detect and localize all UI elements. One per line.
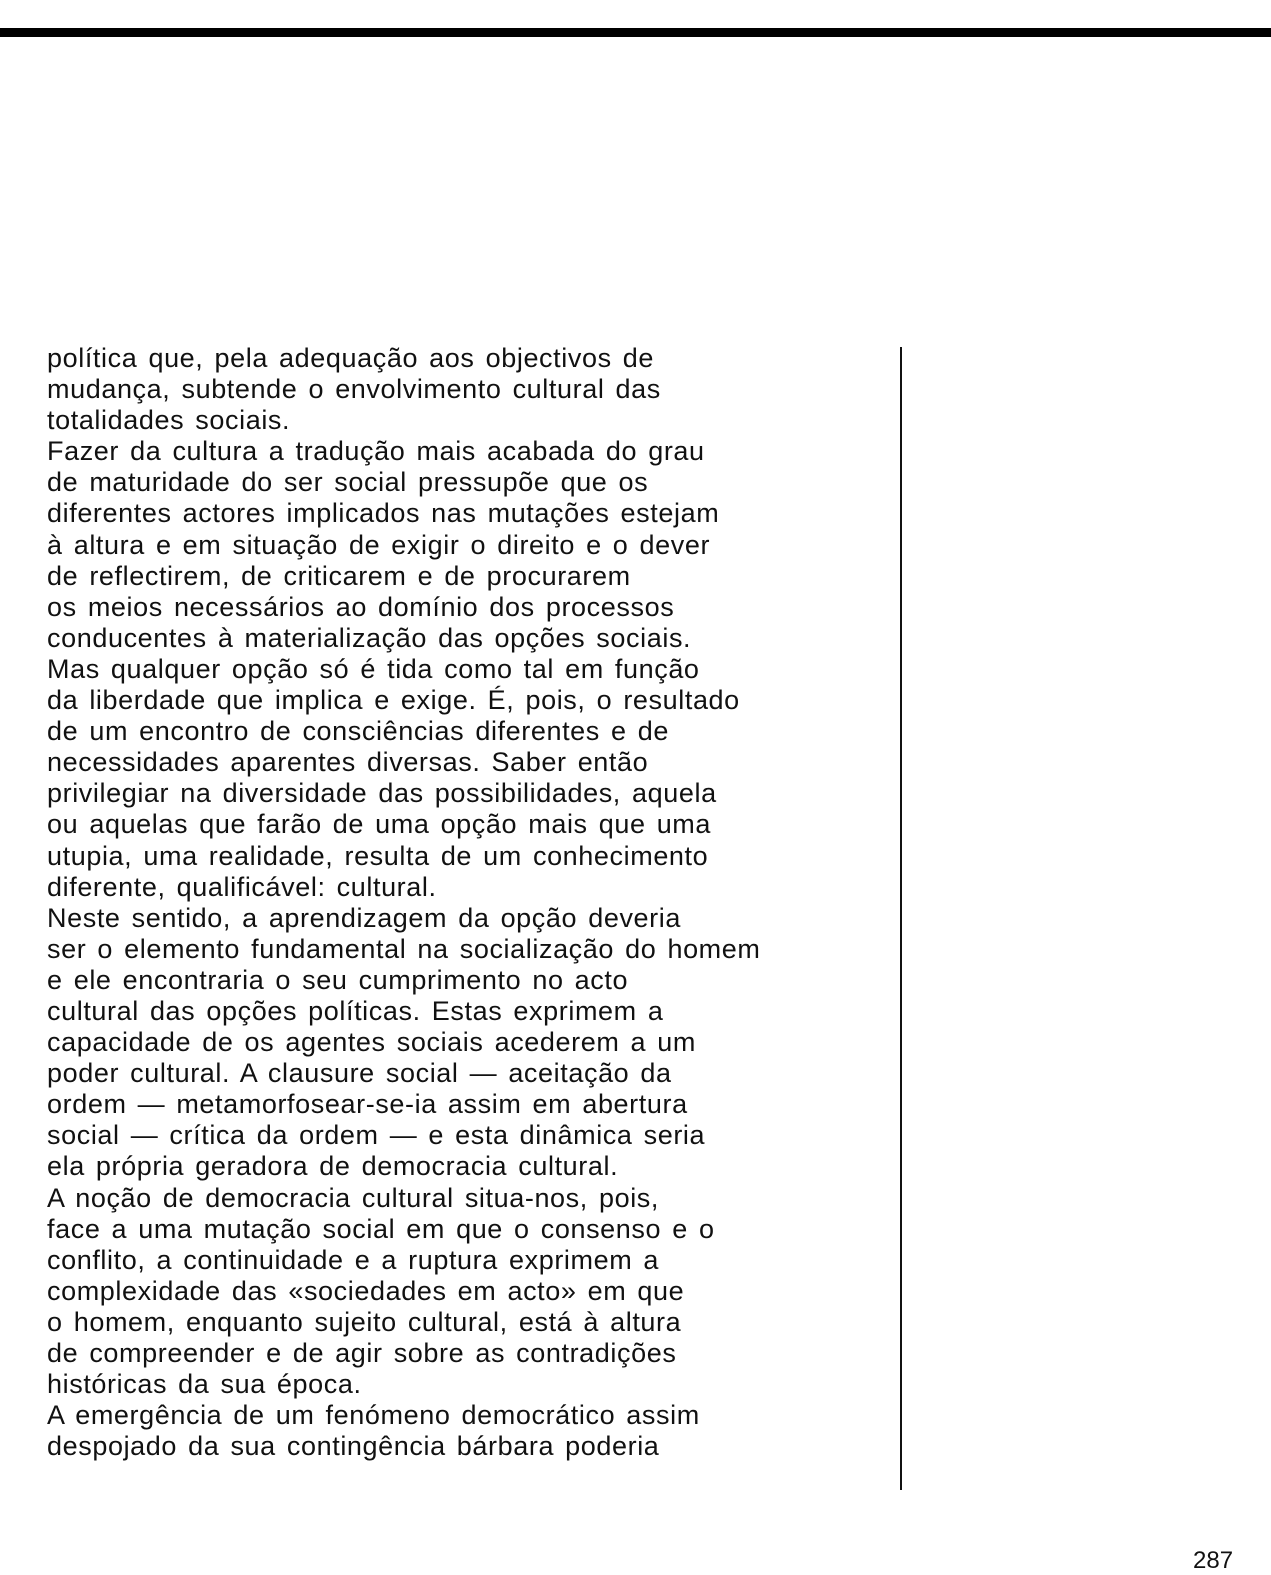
text-line: históricas da sua época. (47, 1369, 362, 1400)
text-line: A emergência de um fenómeno democrático assim (47, 1400, 700, 1431)
text-line: o homem, enquanto sujeito cultural, está à altura (47, 1306, 682, 1337)
text-line: Neste sentido, a aprendizagem da opção deveria (47, 902, 681, 933)
text-line: política que, pela adequação aos objectivos de (47, 343, 655, 373)
text-line: à altura e em situação de exigir o direito e o dever (47, 529, 711, 560)
text-line: diferente, qualificável: cultural. (47, 871, 437, 902)
text-line: conflito, a continuidade e a ruptura exprimem a (47, 1244, 660, 1275)
text-line: de maturidade do ser social pressupõe que os (47, 467, 649, 498)
page-number: 287 (1193, 1547, 1234, 1574)
text-line: ela própria geradora de democracia cultural. (47, 1151, 619, 1182)
text-line: conducentes à materialização das opções sociais. (47, 622, 692, 653)
text-line: totalidades sociais. (47, 405, 291, 436)
text-line: de reflectirem, de criticarem e de procurarem (47, 560, 631, 591)
text-line: despojado da sua contingência bárbara poderia (47, 1431, 660, 1462)
text-line: privilegiar na diversidade das possibilidades, aquela (47, 778, 717, 809)
text-line: ou aquelas que farão de uma opção mais que uma (47, 809, 712, 840)
margin-rule (900, 347, 902, 1490)
text-line: A noção de democracia cultural situa-nos, pois, (47, 1182, 660, 1213)
text-line: face a uma mutação social em que o consenso e o (47, 1213, 715, 1244)
body-text (47, 343, 897, 1462)
text-line: Mas qualquer opção só é tida como tal em função (47, 653, 700, 684)
text-line: complexidade das «sociedades em acto» em que (47, 1275, 685, 1306)
text-line: cultural das opções políticas. Estas exprimem a (47, 995, 664, 1026)
text-line: ordem — metamorfosear-se-ia assim em abertura (47, 1089, 688, 1120)
text-line: poder cultural. A clausure social — aceitação da (47, 1058, 672, 1089)
text-line: e ele encontraria o seu cumprimento no acto (47, 964, 629, 995)
text-line: utupia, uma realidade, resulta de um conhecimento (47, 840, 709, 871)
text-line: necessidades aparentes diversas. Saber então (47, 747, 649, 778)
top-scan-border (0, 28, 1271, 37)
text-line: de compreender e de agir sobre as contradições (47, 1338, 677, 1368)
text-line: capacidade de os agentes sociais acederem a um (47, 1027, 696, 1058)
text-line: da liberdade que implica e exige. É, pois, o resultado (47, 685, 740, 716)
text-line: ser o elemento fundamental na socialização do homem (47, 933, 761, 964)
text-line: os meios necessários ao domínio dos processos (47, 591, 675, 622)
text-line: de um encontro de consciências diferentes e de (47, 716, 669, 747)
text-line: diferentes actores implicados nas mutações estejam (47, 498, 720, 529)
text-line: mudança, subtende o envolvimento cultural das (47, 374, 661, 405)
text-line: Fazer da cultura a tradução mais acabada do grau (47, 436, 705, 467)
text-line: social — crítica da ordem — e esta dinâmica seria (47, 1120, 706, 1151)
